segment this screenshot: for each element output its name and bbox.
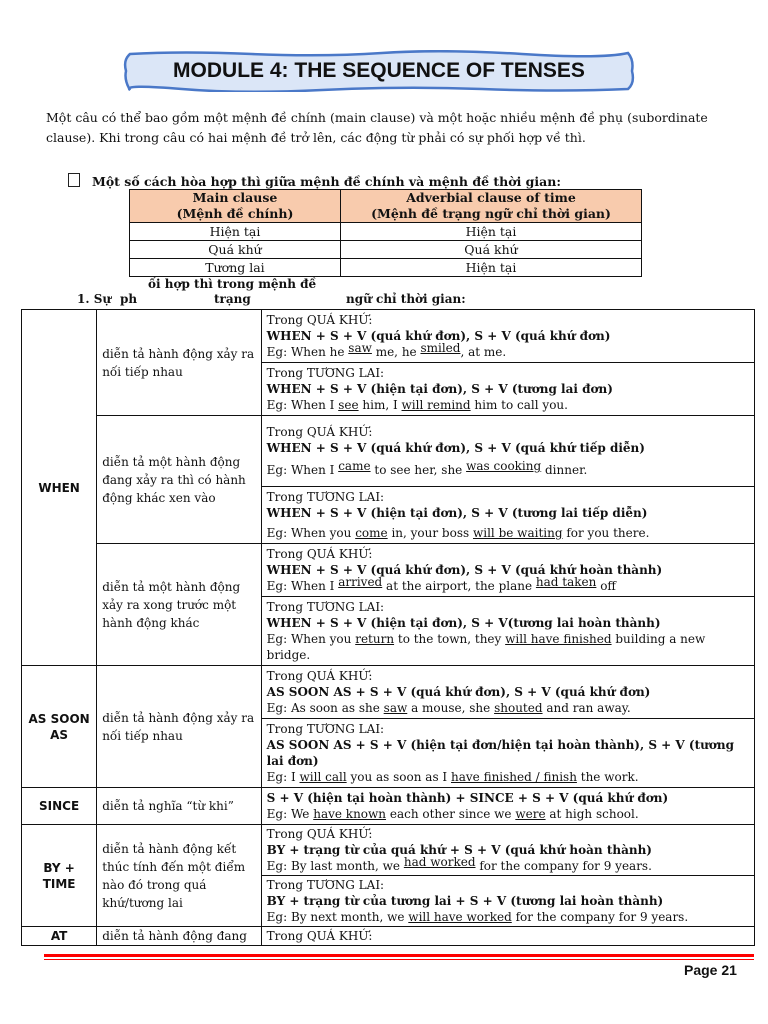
text: Eg: As soon as she xyxy=(266,701,384,715)
table-cell: Quá khứ xyxy=(130,241,341,259)
text: dinner. xyxy=(541,463,588,477)
text: at the airport, the plane xyxy=(382,579,536,593)
footer-divider xyxy=(44,954,754,957)
future-label: Trong TƯƠNG LAI: xyxy=(266,722,385,736)
tense-agreement-table xyxy=(129,189,642,277)
text: in, your boss xyxy=(387,526,473,540)
text: for you there. xyxy=(562,526,650,540)
keyword-since: SINCE xyxy=(22,788,97,825)
header-text: Main clause xyxy=(192,190,278,205)
table-row xyxy=(130,223,642,241)
verb: smiled xyxy=(420,341,461,355)
meaning-cell: diễn tả một hành động xảy ra xong trước một hành động khác xyxy=(97,544,261,666)
text: to the town, they xyxy=(394,632,506,646)
verb: have known xyxy=(313,807,387,821)
example-cell xyxy=(261,788,754,825)
table-row xyxy=(130,241,642,259)
header-text: (Mệnh đề trạng ngữ chỉ thời gian) xyxy=(371,206,611,221)
verb: will be waiting xyxy=(472,526,563,540)
verb: shouted xyxy=(494,701,543,715)
text: building a new bridge. xyxy=(266,632,706,662)
text: for the company for 9 years. xyxy=(511,910,689,924)
formula: WHEN + S + V (hiện tại đơn), S + V(tương lai hoàn thành) xyxy=(266,616,661,630)
footer-divider-thin xyxy=(44,959,754,960)
verb: return xyxy=(355,632,395,646)
table-row xyxy=(22,666,755,719)
verb: saw xyxy=(383,701,408,715)
text: off xyxy=(596,579,616,593)
verb: will have worked xyxy=(408,910,512,924)
example-sentence xyxy=(266,575,749,594)
formula: AS SOON AS + S + V (quá khứ đơn), S + V (quá khứ đơn) xyxy=(266,685,651,699)
text: to see her, she xyxy=(370,463,467,477)
formula: S + V (hiện tại hoàn thành) + SINCE + S + V (quá khứ đơn) xyxy=(266,791,669,805)
formula: BY + trạng từ của tương lai + S + V (tương lai hoàn thành) xyxy=(266,894,664,908)
bullet-heading-text: Một số cách hòa hợp thì giữa mệnh đề chính và mệnh đề thời gian: xyxy=(92,174,561,189)
verb: will have finished xyxy=(505,632,612,646)
verb: will remind xyxy=(401,398,471,412)
table-cell: Hiện tại xyxy=(130,223,341,241)
future-label: Trong TƯƠNG LAI: xyxy=(266,878,385,892)
future-label: Trong TƯƠNG LAI: xyxy=(266,490,385,504)
example-cell xyxy=(261,416,754,487)
table-row xyxy=(22,825,755,876)
past-label: Trong QUÁ KHỨ: xyxy=(266,669,373,683)
verb: will call xyxy=(299,770,347,784)
example-cell xyxy=(261,927,754,946)
text: a mouse, she xyxy=(407,701,495,715)
text: Eg: By last month, we xyxy=(266,859,404,873)
verb: come xyxy=(355,526,388,540)
past-label: Trong QUÁ KHỨ: xyxy=(266,547,373,561)
table-cell: Tương lai xyxy=(130,259,341,277)
example-cell xyxy=(261,487,754,544)
text: each other since we xyxy=(386,807,516,821)
keyword-text: BY + TIME xyxy=(42,860,76,891)
example-sentence xyxy=(266,855,749,874)
example-sentence xyxy=(267,525,749,541)
future-label: Trong TƯƠNG LAI: xyxy=(266,366,385,380)
meaning-cell: diễn tả hành động xảy ra nối tiếp nhau xyxy=(97,666,261,788)
text: you as soon as I xyxy=(346,770,451,784)
verb: see xyxy=(338,398,359,412)
page-number: Page 21 xyxy=(684,962,737,978)
table-row xyxy=(22,788,755,825)
table-cell: Quá khứ xyxy=(341,241,642,259)
text: me, he xyxy=(371,345,421,359)
text: the work. xyxy=(576,770,639,784)
example-cell xyxy=(261,597,754,666)
text: him to call you. xyxy=(470,398,568,412)
past-label: Trong QUÁ KHỨ: xyxy=(266,425,373,439)
text: , at me. xyxy=(460,345,507,359)
meaning-cell: diễn tả hành động xảy ra nối tiếp nhau xyxy=(97,310,261,416)
title-banner xyxy=(122,50,636,92)
verb: had taken xyxy=(535,575,597,589)
example-sentence xyxy=(267,806,749,822)
past-label: Trong QUÁ KHỨ: xyxy=(266,313,373,327)
text: Eg: When I xyxy=(266,398,339,412)
verb: have finished / finish xyxy=(450,770,577,784)
example-cell xyxy=(261,825,754,876)
formula: WHEN + S + V (quá khứ đơn), S + V (quá khứ đơn) xyxy=(266,329,611,343)
example-cell xyxy=(261,544,754,597)
table-row xyxy=(22,544,755,597)
meaning-cell: diễn tả nghĩa “từ khi” xyxy=(97,788,261,825)
example-sentence xyxy=(267,700,749,716)
keyword-when: WHEN xyxy=(22,310,97,666)
meaning-cell: diễn tả hành động đang xyxy=(97,927,261,946)
text: Eg: When he xyxy=(266,345,349,359)
checkbox-bullet-icon xyxy=(68,173,80,187)
example-cell xyxy=(261,666,754,719)
bullet-heading xyxy=(68,173,561,189)
text: Eg: When I xyxy=(266,579,339,593)
example-sentence xyxy=(266,459,749,478)
table-cell: Hiện tại xyxy=(341,259,642,277)
text: Eg: By next month, we xyxy=(266,910,409,924)
verb: saw xyxy=(348,341,372,355)
formula: BY + trạng từ của quá khứ + S + V (quá khứ hoàn thành) xyxy=(266,843,652,857)
example-cell xyxy=(261,719,754,788)
text: and ran away. xyxy=(542,701,631,715)
header-adverbial-clause xyxy=(341,190,642,223)
example-sentence xyxy=(267,397,749,413)
formula: WHEN + S + V (hiện tại đơn), S + V (tương lai đơn) xyxy=(266,382,613,396)
header-text: Adverbial clause of time xyxy=(406,190,576,205)
example-cell xyxy=(261,363,754,416)
past-label: Trong QUÁ KHỨ: xyxy=(266,827,373,841)
verb: arrived xyxy=(338,575,383,589)
table-row xyxy=(22,416,755,487)
example-sentence xyxy=(267,909,749,925)
section-heading-fragment: ối hợp thì trong mệnh đề xyxy=(148,277,317,291)
table-row xyxy=(130,259,642,277)
past-label: Trong QUÁ KHỨ: xyxy=(266,929,373,943)
text: him, I xyxy=(358,398,402,412)
formula: AS SOON AS + S + V (hiện tại đơn/hiện tại hoàn thành), S + V (tương lai đơn) xyxy=(266,738,734,768)
page-title: MODULE 4: THE SEQUENCE OF TENSES xyxy=(173,59,585,82)
text: at high school. xyxy=(545,807,639,821)
text: Eg: We xyxy=(266,807,314,821)
table-header-row xyxy=(130,190,642,223)
text: Eg: When I xyxy=(266,463,339,477)
example-sentence xyxy=(267,769,749,785)
formula: WHEN + S + V (quá khứ đơn), S + V (quá khứ hoàn thành) xyxy=(266,563,663,577)
example-cell xyxy=(261,876,754,927)
intro-paragraph: Một câu có thể bao gồm một mệnh đề chính (main clause) và một hoặc nhiều mệnh đề phụ (subordinate clause). Khi trong câu có hai mệnh đề trở lên, các động từ phải có sự phối hợp về thì. xyxy=(46,110,708,145)
section-heading-part: 1. Sự xyxy=(77,292,112,306)
table-row xyxy=(22,310,755,363)
section-heading-part: ph xyxy=(120,292,138,306)
table-cell: Hiện tại xyxy=(341,223,642,241)
formula: WHEN + S + V (quá khứ đơn), S + V (quá khứ tiếp diễn) xyxy=(266,441,645,455)
formula: WHEN + S + V (hiện tại đơn), S + V (tương lai tiếp diễn) xyxy=(266,506,648,520)
section-heading-part: trạng xyxy=(214,292,251,306)
verb: were xyxy=(515,807,546,821)
text: for the company for 9 years. xyxy=(475,859,652,873)
header-main-clause xyxy=(130,190,341,223)
example-sentence xyxy=(267,631,749,663)
text: Eg: When you xyxy=(266,526,356,540)
verb: had worked xyxy=(403,855,476,869)
conjunction-table xyxy=(21,309,755,946)
verb: was cooking xyxy=(466,459,542,473)
keyword-by-time xyxy=(22,825,97,927)
example-sentence xyxy=(266,341,749,360)
verb: came xyxy=(338,459,371,473)
example-cell xyxy=(261,310,754,363)
text: Eg: I xyxy=(266,770,300,784)
header-text: (Mệnh đề chính) xyxy=(176,206,294,221)
keyword-at: AT xyxy=(22,927,97,946)
meaning-cell: diễn tả một hành động đang xảy ra thì có hành động khác xen vào xyxy=(97,416,261,544)
table-row xyxy=(22,927,755,946)
future-label: Trong TƯƠNG LAI: xyxy=(266,600,385,614)
keyword-as-soon-as: AS SOON AS xyxy=(22,666,97,788)
meaning-cell: diễn tả hành động kết thúc tính đến một điểm nào đó trong quá khứ/tương lai xyxy=(97,825,261,927)
section-heading-part: ngữ chỉ thời gian: xyxy=(346,292,466,306)
text: Eg: When you xyxy=(266,632,356,646)
